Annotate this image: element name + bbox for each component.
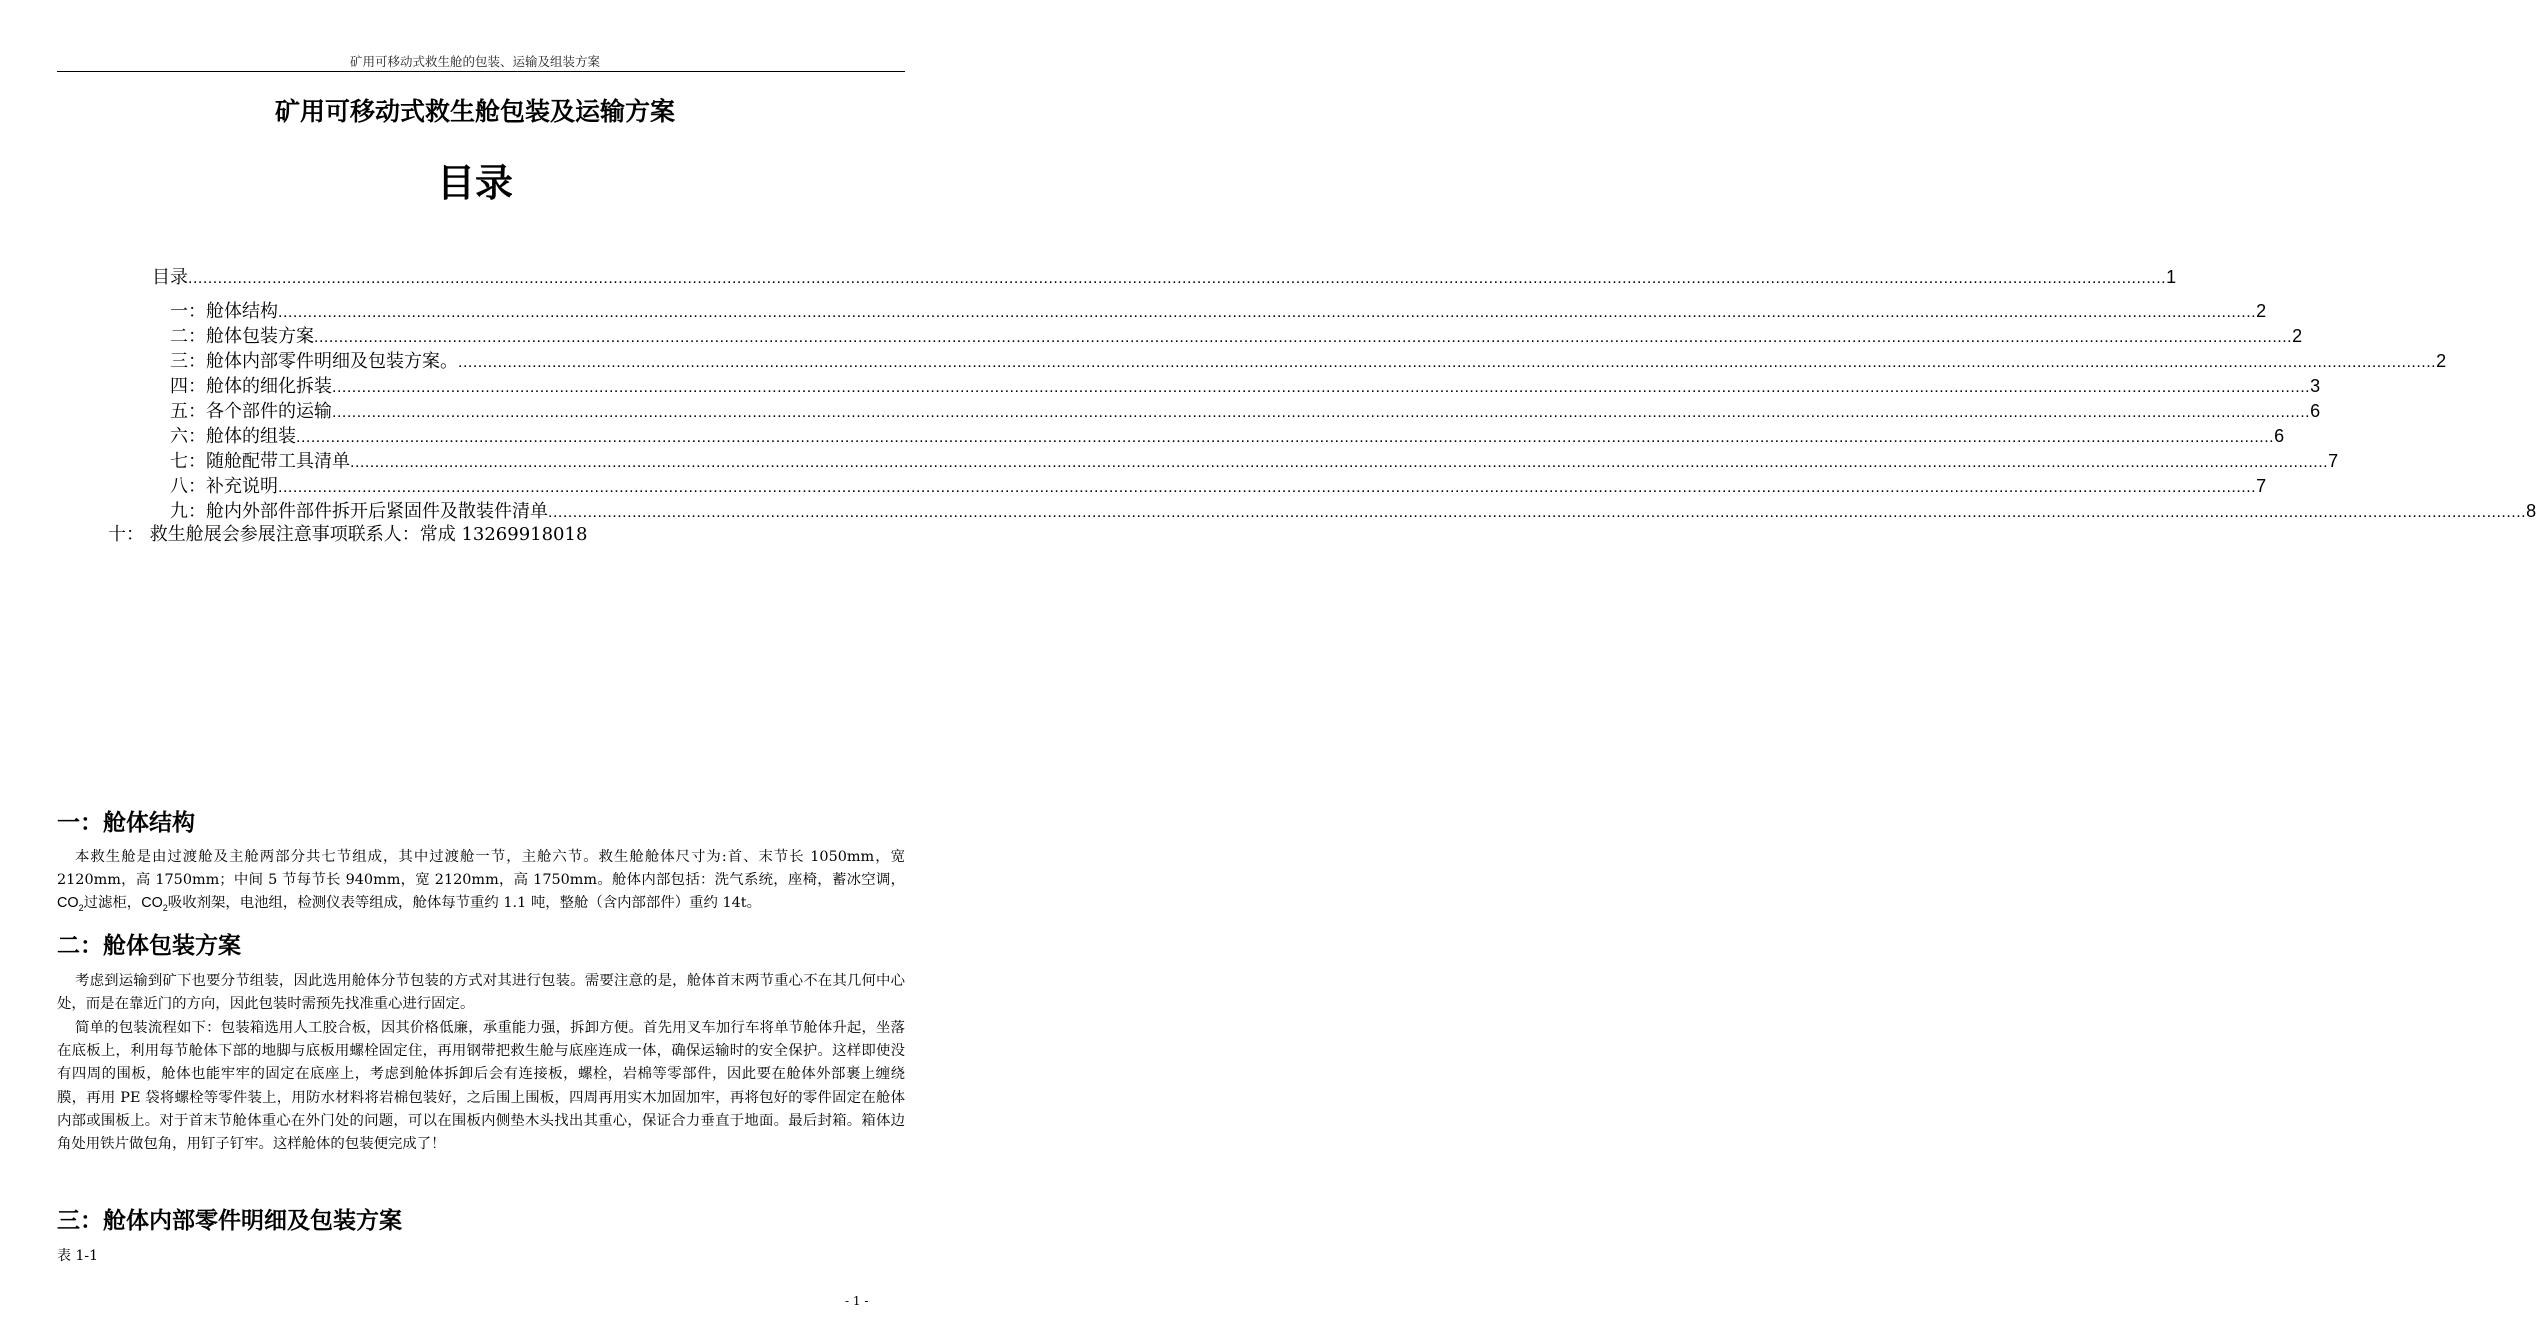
toc-leader-dots: ................................................................................................................................................................................................................................................................................................................................................................................................................ [548,504,2527,521]
toc-entry-page: 2 [2292,326,2303,346]
section-packaging-paragraph: 简单的包装流程如下：包装箱选用人工胶合板，因其价格低廉，承重能力强，拆卸方便。首先用叉车加行车将单节舱体升起，坐落在底板上，利用每节舱体下部的地脚与底板用螺栓固定住，再用钢带把救生舱与底座连成一体，确保运输时的安全保护。这样即使没有四周的围板，舱体也能牢牢的固定在底座上，考虑到舱体拆卸后会有连接板，螺栓，岩棉等零部件，因此要在舱体外部裹上缠绕膜，再用 PE 袋将螺栓等零件装上，用防水材料将岩棉包装好，之后围上围板，四周再用实木加固加牢，再将包好的零件固定在舱体内部或围板上。对于首末节舱体重心在外门处的问题，可以在围板内侧垫木头找出其重心，保证合力垂直于地面。最后封箱。箱体边角处用铁片做包角，用钉子钉牢。这样舱体的包装便完成了！ [57,1020,905,1153]
toc-leader-dots: ................................................................................................................................................................................................................................................................................................................................................................................................................ [332,404,2311,421]
toc-entry[interactable] [170,423,2285,449]
toc-entry[interactable] [170,298,2267,324]
paragraph-text: 本救生舱是由过渡舱及主舱两部分共七节组成，其中过渡舱一节，主舱六节。救生舱舱体尺寸为:首、末节长 1050mm，宽 2120mm，高 1750mm；中间 5 节每节长 940mm，宽 2120mm，高 1750mm。舱体内部包括：洗气系统，座椅，蓄冰空调， [57,849,905,889]
toc-entry[interactable] [170,323,2303,349]
toc-entry[interactable] [170,373,2321,399]
toc-entry[interactable] [170,498,2536,524]
toc-entry-page: 7 [2256,476,2267,496]
toc-entry[interactable] [170,473,2267,499]
toc-entry-page: 2 [2256,301,2267,321]
toc-entry-label: 三：舱体内部零件明细及包装方案。 [170,351,458,372]
toc-leader-dots: ................................................................................................................................................................................................................................................................................................................................................................................................................ [188,270,2167,287]
toc-leader-dots: ................................................................................................................................................................................................................................................................................................................................................................................................................ [350,454,2329,471]
toc-leader-dots: ................................................................................................................................................................................................................................................................................................................................................................................................................ [458,354,2437,371]
table-caption: 表 1-1 [57,1248,98,1264]
toc-entry-label: 七：随舱配带工具清单 [170,451,350,472]
page-number: - 1 - [845,1294,869,1308]
co2-formula: $CO_2$ [141,895,168,914]
header-rule [57,71,905,72]
section-structure-paragraph [57,846,905,920]
section-heading-parts: 三：舱体内部零件明细及包装方案 [57,1207,402,1234]
toc-leader-dots: ................................................................................................................................................................................................................................................................................................................................................................................................................ [278,304,2257,321]
document-title: 矿用可移动式救生舱包装及运输方案 [274,97,675,126]
toc-leader-dots: ................................................................................................................................................................................................................................................................................................................................................................................................................ [314,329,2293,346]
toc-entry-label: 六：舱体的组装 [170,426,296,447]
co2-formula: $CO_2$ [57,895,84,914]
paragraph-text: 吸收剂架，电池组，检测仪表等组成，舱体每节重约 1.1 吨，整舱（含内部部件）重约 14t。 [167,895,761,912]
toc-leader-dots: ................................................................................................................................................................................................................................................................................................................................................................................................................ [332,379,2311,396]
toc-entry-label: 二：舱体包装方案 [170,326,314,347]
toc-entry-label: 五：各个部件的运输 [170,401,332,422]
toc-entry-label: 九：舱内外部件部件拆开后紧固件及散装件清单 [170,501,548,522]
section-heading-packaging: 二：舱体包装方案 [57,932,241,959]
toc-entry[interactable] [170,398,2321,424]
toc-entry-label: 四：舱体的细化拆装 [170,376,332,397]
toc-entry-page: 1 [2166,267,2177,287]
toc-entry-page: 7 [2328,451,2339,471]
toc-entry-page: 2 [2436,351,2447,371]
toc-entry[interactable] [152,264,2177,290]
toc-entry-label: 八：补充说明 [170,476,278,497]
toc-entry-label: 一：舱体结构 [170,301,278,322]
toc-entry-page: 6 [2274,426,2285,446]
toc-entry-label: 目录 [152,267,188,288]
toc-leader-dots: ................................................................................................................................................................................................................................................................................................................................................................................................................ [296,429,2275,446]
section-packaging-paragraph: 考虑到运输到矿下也要分节组装，因此选用舱体分节包装的方式对其进行包装。需要注意的是，舱体首末两节重心不在其几何中心处，而是在靠近门的方向，因此包装时需预先找准重心进行固定。 [57,973,905,1013]
toc-contact-line: 十： 救生舱展会参展注意事项联系人：常成 13269918018 [108,524,588,545]
toc-heading: 目录 [436,160,513,205]
toc-entry-page: 6 [2310,401,2321,421]
toc-entry[interactable] [170,348,2447,374]
section-heading-structure: 一：舱体结构 [57,809,195,836]
toc-entry[interactable] [170,448,2339,474]
toc-entry-page: 8 [2526,501,2536,521]
toc-leader-dots: ................................................................................................................................................................................................................................................................................................................................................................................................................ [278,479,2257,496]
running-header: 矿用可移动式救生舱的包装、运输及组装方案 [349,54,600,69]
toc-entry-page: 3 [2310,376,2321,396]
paragraph-text: 过滤柜， [83,895,142,912]
